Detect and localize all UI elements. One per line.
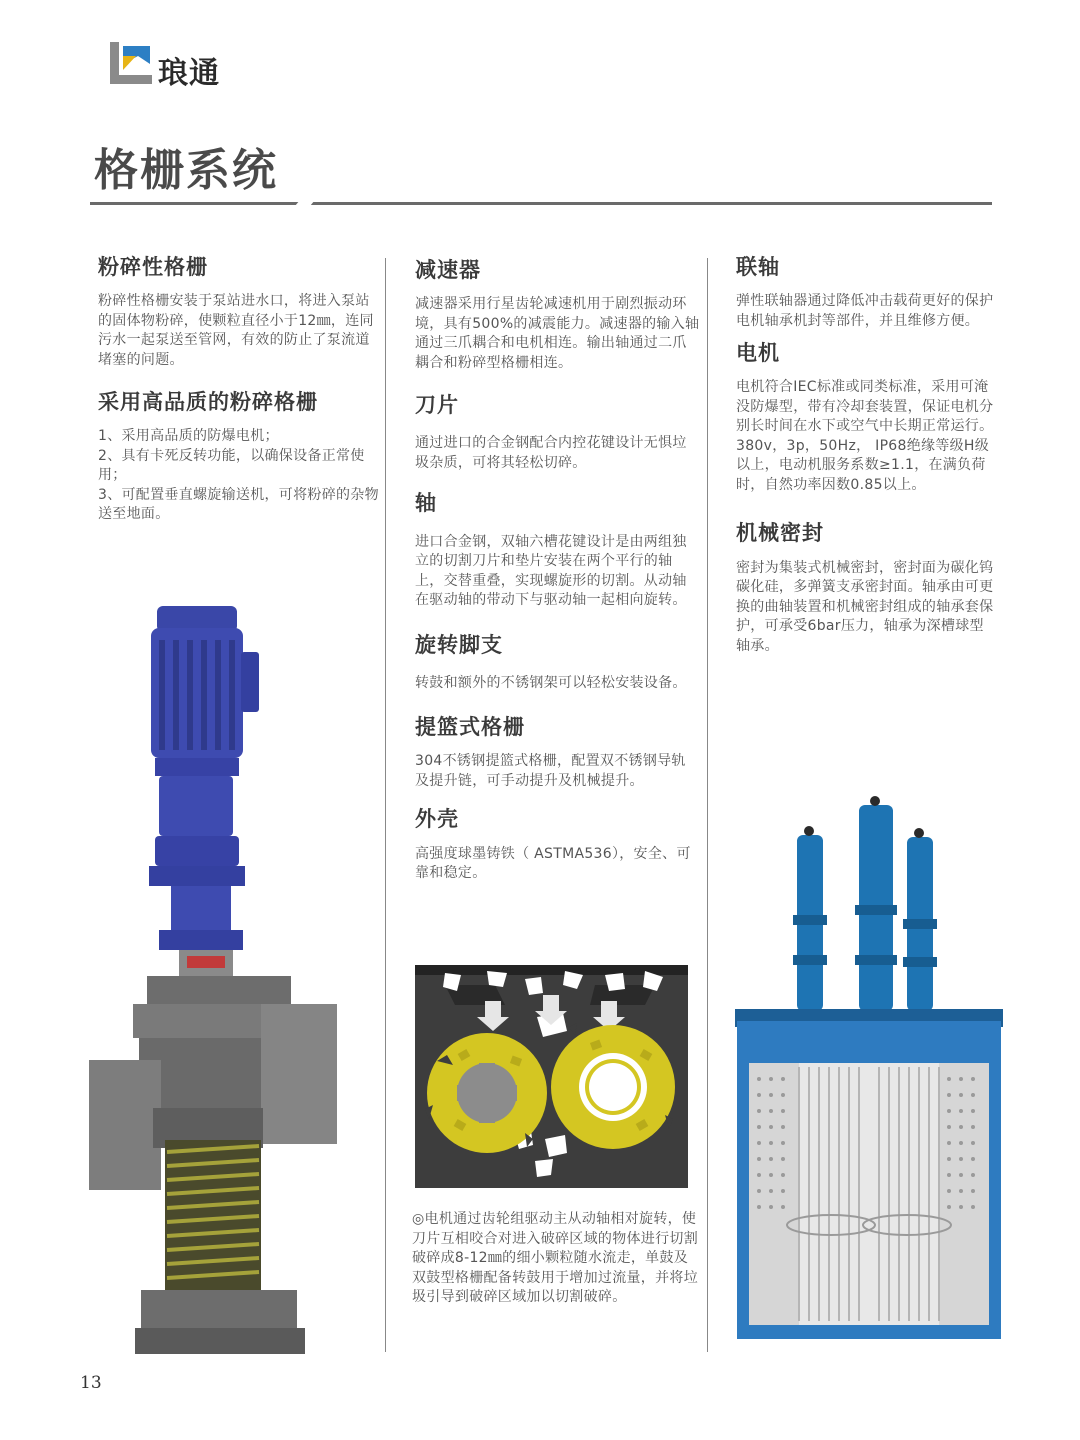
grinder-machine-image: [75, 600, 345, 1360]
page-number: 13: [80, 1373, 102, 1393]
section-title: 联轴: [736, 255, 780, 279]
drum-grinder-image: [735, 795, 1005, 1340]
page-title: 格栅系统: [94, 145, 278, 196]
section-title: 机械密封: [736, 521, 824, 546]
section-title: 电机: [736, 341, 780, 366]
list-item: 3、可配置垂直螺旋输送机，可将粉碎的杂物送至地面。: [98, 486, 379, 523]
section-title: 减速器: [415, 258, 481, 282]
section-body: 高强度球墨铸铁（ ASTMA536），安全、可靠和稳定。: [415, 845, 691, 882]
section-title: 旋转脚支: [415, 632, 503, 657]
section-body: 粉碎性格栅安装于泵站进水口，将进入泵站的固体物粉碎，使颗粒直径小于12㎜，连同污水一起泵送至管网，有效的防止了泵流道堵塞的问题。: [98, 293, 374, 368]
section-body: 进口合金钢，双轴六槽花键设计是由两组独立的切割刀片和垫片安装在两个平行的轴上，交替重叠，实现螺旋形的切割。从动轴在驱动轴的带动下与驱动轴一起相向旋转。: [415, 533, 687, 609]
section-title: 粉碎性格栅: [98, 255, 208, 279]
section-title: 采用高品质的粉碎格栅: [98, 390, 318, 415]
section-title: 刀片: [415, 393, 459, 418]
section-body: 减速器采用行星齿轮减速机用于剧烈振动环境，具有500%的减震能力。减速器的输入轴通过三爪耦合和电机相连。输出轴通过二爪耦合和粉碎型格栅相连。: [415, 296, 700, 371]
section-title: 提篮式格栅: [415, 715, 525, 740]
list-item: 2、具有卡死反转功能，以确保设备正常使用；: [98, 447, 365, 484]
section-title: 轴: [415, 491, 437, 516]
column-right: [736, 255, 996, 676]
section-title: 外壳: [415, 807, 459, 832]
column-separator: [707, 258, 708, 1352]
section-body: 电机符合IEC标准或同类标准，采用可淹没防爆型，带有冷却套装置，保证电机分别长时间在水下或空气中长期正常运行。: [736, 379, 994, 435]
brand-logo-icon: [110, 42, 152, 84]
column-left: [98, 255, 380, 525]
section-body: 380v，3p，50Hz， IP68绝缘等级H级以上，电动机服务系数≥1.1，在满负荷时，自然功率因数0.85以上。: [736, 437, 990, 493]
brand-name: 琅通: [158, 56, 220, 91]
section-body: 密封为集装式机械密封，密封面为碳化钨碳化硅，多弹簧支承密封面。轴承由可更换的曲轴装置和机械密封组成的轴承套保护，可承受6bar压力，轴承为深槽球型轴承。: [736, 559, 994, 654]
column-separator: [385, 258, 386, 1352]
list-item: 1、采用高品质的防爆电机；: [98, 428, 279, 445]
section-body: 弹性联轴器通过降低冲击载荷更好的保护电机轴承机封等部件，并且维修方便。: [736, 293, 994, 329]
column-middle: [415, 258, 700, 904]
diagram-caption: ◎电机通过齿轮组驱动主从动轴相对旋转，使刀片互相咬合对进入破碎区域的物体进行切割破碎成8-12㎜的细小颗粒随水流走，单鼓及双鼓型格栅配备转鼓用于增加过流量，并将垃圾引导到破碎区域加以切割破碎。: [412, 1211, 698, 1305]
title-divider: [90, 200, 992, 206]
section-body: 转鼓和额外的不锈钢架可以轻松安装设备。: [415, 674, 687, 691]
section-body: 通过进口的合金钢配合内控花键设计无惧垃圾杂质，可将其轻松切碎。: [415, 435, 687, 471]
section-body: 304不锈钢提篮式格栅，配置双不锈钢导轨及提升链，可手动提升及机械提升。: [415, 753, 686, 789]
cutter-diagram-image: [415, 965, 688, 1188]
